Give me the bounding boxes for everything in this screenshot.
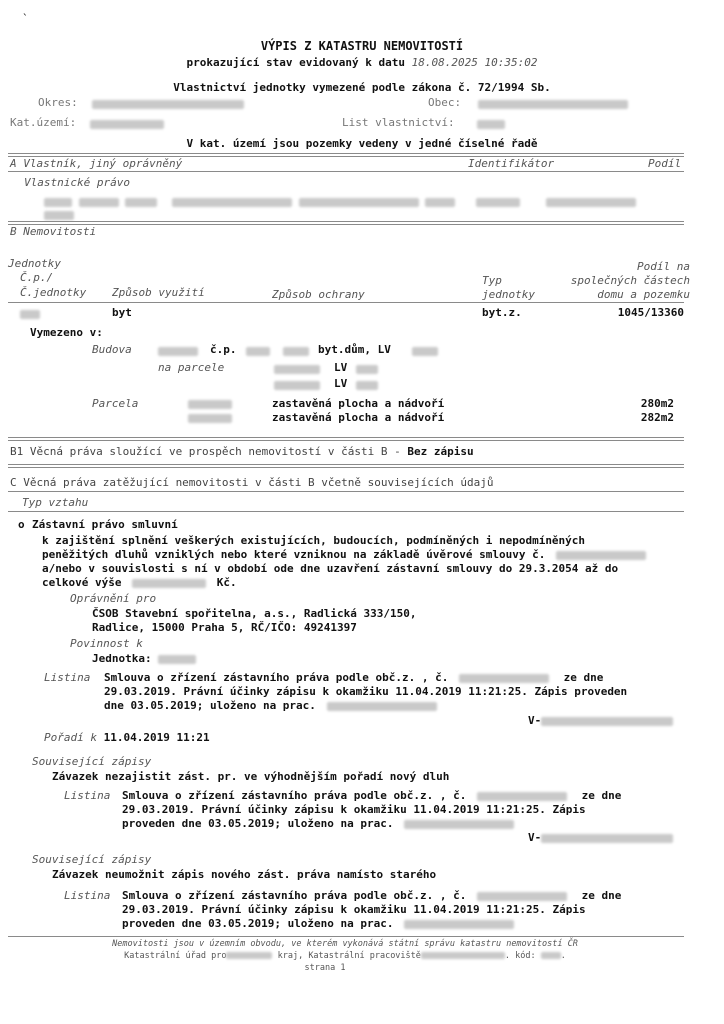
related-1-l1b: ze dne <box>581 789 622 802</box>
povinnost-label: Povinnost k <box>70 637 143 650</box>
parcel-area-1: 280m2 <box>640 397 674 410</box>
subtitle-prefix: prokazující stav evidovaný k datu <box>186 56 406 69</box>
unit-no-header: Č.jednotky <box>20 286 87 299</box>
contract-no-redacted <box>556 551 646 560</box>
vymezeno-label: Vymezeno v: <box>30 326 103 339</box>
owner-redacted-2 <box>44 208 74 222</box>
section-a-head-rule <box>8 171 684 172</box>
v-number-redacted <box>541 717 673 726</box>
footer-region-redacted <box>226 952 272 959</box>
related-listina-2-line-3 <box>122 917 514 931</box>
share-header-2: společných částech <box>570 274 690 287</box>
share-header-3: domu a pozemku <box>597 288 690 301</box>
listina-line-3 <box>104 699 437 713</box>
section-b1-rule <box>8 437 684 441</box>
protection-header: Způsob ochrany <box>272 288 365 301</box>
related-1-l3: proveden dne 03.05.2019; uloženo na prac. <box>122 817 394 830</box>
listina-line-1a: Smlouva o zřízení zástavního práva podle obč.z. , č. <box>104 671 449 684</box>
related-listina-1-line-3 <box>122 817 514 831</box>
footer-line-2 <box>0 951 690 962</box>
lien-text-2a: peněžitých dluhů vzniklých nebo které vzniknou na základě úvěrové smlouvy č. <box>42 548 546 561</box>
bytdum-label: byt.dům, LV <box>318 343 391 356</box>
jednotka-redacted <box>158 655 196 664</box>
related-1-v-prefix: V- <box>528 831 542 844</box>
ownership-subtitle: Vlastnické právo <box>24 176 130 189</box>
unit-share: 1045/13360 <box>617 306 684 319</box>
parcel-redacted-1 <box>274 362 320 376</box>
related-title-2: Závazek neumožnit zápis nového zást. práva namísto starého <box>52 868 437 881</box>
related-1-v-redacted <box>541 834 673 843</box>
parcel-lv-redacted-2 <box>356 378 378 392</box>
snapshot-date: 18.08.2025 10:35:02 <box>411 56 538 69</box>
opravneni-line-2: Radlice, 15000 Praha 5, RČ/IČO: 49241397 <box>92 621 357 634</box>
parcel-lv-label-1: LV <box>334 361 348 374</box>
listina-line-1b: ze dne <box>563 671 604 684</box>
footer-line-2a: Katastrální úřad pro <box>124 951 227 961</box>
section-a-title: A Vlastník, jiný oprávněný <box>10 157 183 170</box>
footer-code-redacted <box>541 952 561 959</box>
use-header: Způsob využití <box>112 286 205 299</box>
section-b1-line <box>10 445 474 459</box>
parcel-lv-redacted-1 <box>356 362 378 376</box>
footer-line-2b: kraj, Katastrální pracoviště <box>277 951 421 961</box>
section-b1-title: B1 Věcná práva sloužící ve prospěch nemovitostí v části B <box>10 445 388 458</box>
lien-text-2 <box>42 548 646 562</box>
parcel-lv-label-2: LV <box>334 377 348 390</box>
related-2-l1b: ze dne <box>581 889 622 902</box>
lien-text-4a: celkové výše <box>42 576 122 589</box>
section-b1-dash: - <box>394 445 401 458</box>
related-listina-1-line-1 <box>122 789 621 803</box>
law-line: Vlastnictví jednotky vymezené podle zákona č. 72/1994 Sb. <box>173 81 551 94</box>
parcel-area-2: 282m2 <box>640 411 674 424</box>
cp-header: Č.p./ <box>20 271 54 284</box>
section-b-title: B Nemovitosti <box>10 225 97 238</box>
listina-label: Listina <box>44 671 91 684</box>
bullet: o <box>18 518 25 531</box>
section-b-rule <box>8 221 684 225</box>
footer-line-1: Nemovitosti jsou v územním obvodu, ve kterém vykonává státní správu katastru nemovitostí ČR <box>112 939 578 949</box>
cp-redacted <box>246 344 309 358</box>
footer-rule <box>8 936 684 937</box>
listina-line-1 <box>104 671 603 685</box>
budova-redacted <box>158 344 198 358</box>
related-2-l1a: Smlouva o zřízení zástavního práva podle obč.z. , č. <box>122 889 467 902</box>
obec-label: Obec: <box>428 96 462 109</box>
obec-value-redacted <box>478 97 628 111</box>
section-a-identifier-header: Identifikátor <box>468 157 555 170</box>
related-title-1: Závazek nezajistit zást. pr. ve výhodnějším pořadí nový dluh <box>52 770 450 783</box>
unit-number-redacted <box>20 307 40 321</box>
corner-mark: ` <box>22 12 29 25</box>
parcela-redacted-2 <box>188 411 232 425</box>
document-title: VÝPIS Z KATASTRU NEMOVITOSTÍ <box>260 39 464 53</box>
related-2-workplace-redacted <box>404 920 514 929</box>
owner-redacted <box>44 195 636 209</box>
okres-label: Okres: <box>38 96 78 109</box>
section-c-head-rule <box>8 491 684 492</box>
related-listina-2-line-1 <box>122 889 621 903</box>
section-b1-value: Bez zápisu <box>407 445 474 458</box>
footer-page: strana 1 <box>304 963 346 973</box>
jednotka-line <box>92 652 196 666</box>
typ-vztahu-header: Typ vztahu <box>22 496 89 509</box>
related-label-2: Související zápisy <box>32 853 152 866</box>
jednotka-label: Jednotka: <box>92 652 152 665</box>
poradi-value: 11.04.2019 11:21 <box>103 731 210 744</box>
lien-text-1: k zajištění splnění veškerých existujících, budoucích, podmíněných i nepodmíněných <box>42 534 586 547</box>
listina-line-2: 29.03.2019. Právní účinky zápisu k okamžiku 11.04.2019 11:21:25. Zápis proveden <box>104 685 628 698</box>
related-listina-label-2: Listina <box>64 889 111 902</box>
section-c-sub-rule <box>8 511 684 512</box>
numbering-note: V kat. území jsou pozemky vedeny v jedné číselné řadě <box>186 137 538 150</box>
v-number <box>528 714 673 728</box>
document-subtitle <box>0 56 724 70</box>
footer-office-redacted <box>421 952 505 959</box>
section-b-head-rule <box>8 302 684 303</box>
parcela-label: Parcela <box>92 397 139 410</box>
lien-text-4 <box>42 576 237 590</box>
poradi-label: Pořadí k <box>44 731 97 744</box>
related-1-v-number <box>528 831 673 845</box>
budova-label: Budova <box>92 343 132 356</box>
lv-value-redacted <box>477 117 505 131</box>
related-listina-1-line-2: 29.03.2019. Právní účinky zápisu k okamžiku 11.04.2019 11:21:25. Zápis <box>122 803 586 816</box>
lv-label: List vlastnictví: <box>342 116 455 129</box>
related-listina-label-1: Listina <box>64 789 111 802</box>
related-1-workplace-redacted <box>404 820 514 829</box>
poradi-line <box>44 731 210 745</box>
workplace-redacted <box>327 702 437 711</box>
parcel-redacted-2 <box>274 378 320 392</box>
lien-text-4b: Kč. <box>216 576 237 589</box>
lien-text-3: a/nebo v souvislosti s ní v období ode dne uzavření zástavní smlouvy do 29.3.2054 až do <box>42 562 619 575</box>
share-header-1: Podíl na <box>637 260 690 273</box>
section-c-rule <box>8 464 684 468</box>
related-2-l3: proveden dne 03.05.2019; uloženo na prac. <box>122 917 394 930</box>
related-2-no-redacted <box>477 892 567 901</box>
cp-label: č.p. <box>210 343 237 356</box>
section-a-share-header: Podíl <box>648 157 682 170</box>
budova-lv-redacted <box>412 344 438 358</box>
amount-redacted <box>132 579 206 588</box>
parcel-use-2: zastavěná plocha a nádvoří <box>272 411 445 424</box>
v-prefix: V- <box>528 714 542 727</box>
parcela-redacted-1 <box>188 397 232 411</box>
related-1-l1a: Smlouva o zřízení zástavního práva podle obč.z. , č. <box>122 789 467 802</box>
type-header-2: jednotky <box>482 288 535 301</box>
listina-no-redacted <box>459 674 549 683</box>
related-1-no-redacted <box>477 792 567 801</box>
footer-line-2c: . kód: <box>504 951 536 961</box>
katuzemi-value-redacted <box>90 117 164 131</box>
opravneni-label: Oprávnění pro <box>70 592 157 605</box>
type-header-1: Typ <box>482 274 502 287</box>
section-c-title: C Věcná práva zatěžující nemovitosti v části B včetně souvisejících údajů <box>10 476 494 489</box>
listina-line-3-text: dne 03.05.2019; uloženo na prac. <box>104 699 316 712</box>
na-parcele-label: na parcele <box>158 361 225 374</box>
parcel-use-1: zastavěná plocha a nádvoří <box>272 397 445 410</box>
unit-type: byt.z. <box>482 306 522 319</box>
unit-use: byt <box>112 306 132 319</box>
footer-line-2d: . <box>560 951 566 961</box>
lien-title: Zástavní právo smluvní <box>32 518 178 531</box>
katuzemi-label: Kat.území: <box>10 116 77 129</box>
units-header: Jednotky <box>8 257 61 270</box>
opravneni-line-1: ČSOB Stavební spořitelna, a.s., Radlická 333/150, <box>92 607 417 620</box>
related-listina-2-line-2: 29.03.2019. Právní účinky zápisu k okamžiku 11.04.2019 11:21:25. Zápis <box>122 903 586 916</box>
okres-value-redacted <box>92 97 244 111</box>
related-label-1: Související zápisy <box>32 755 152 768</box>
